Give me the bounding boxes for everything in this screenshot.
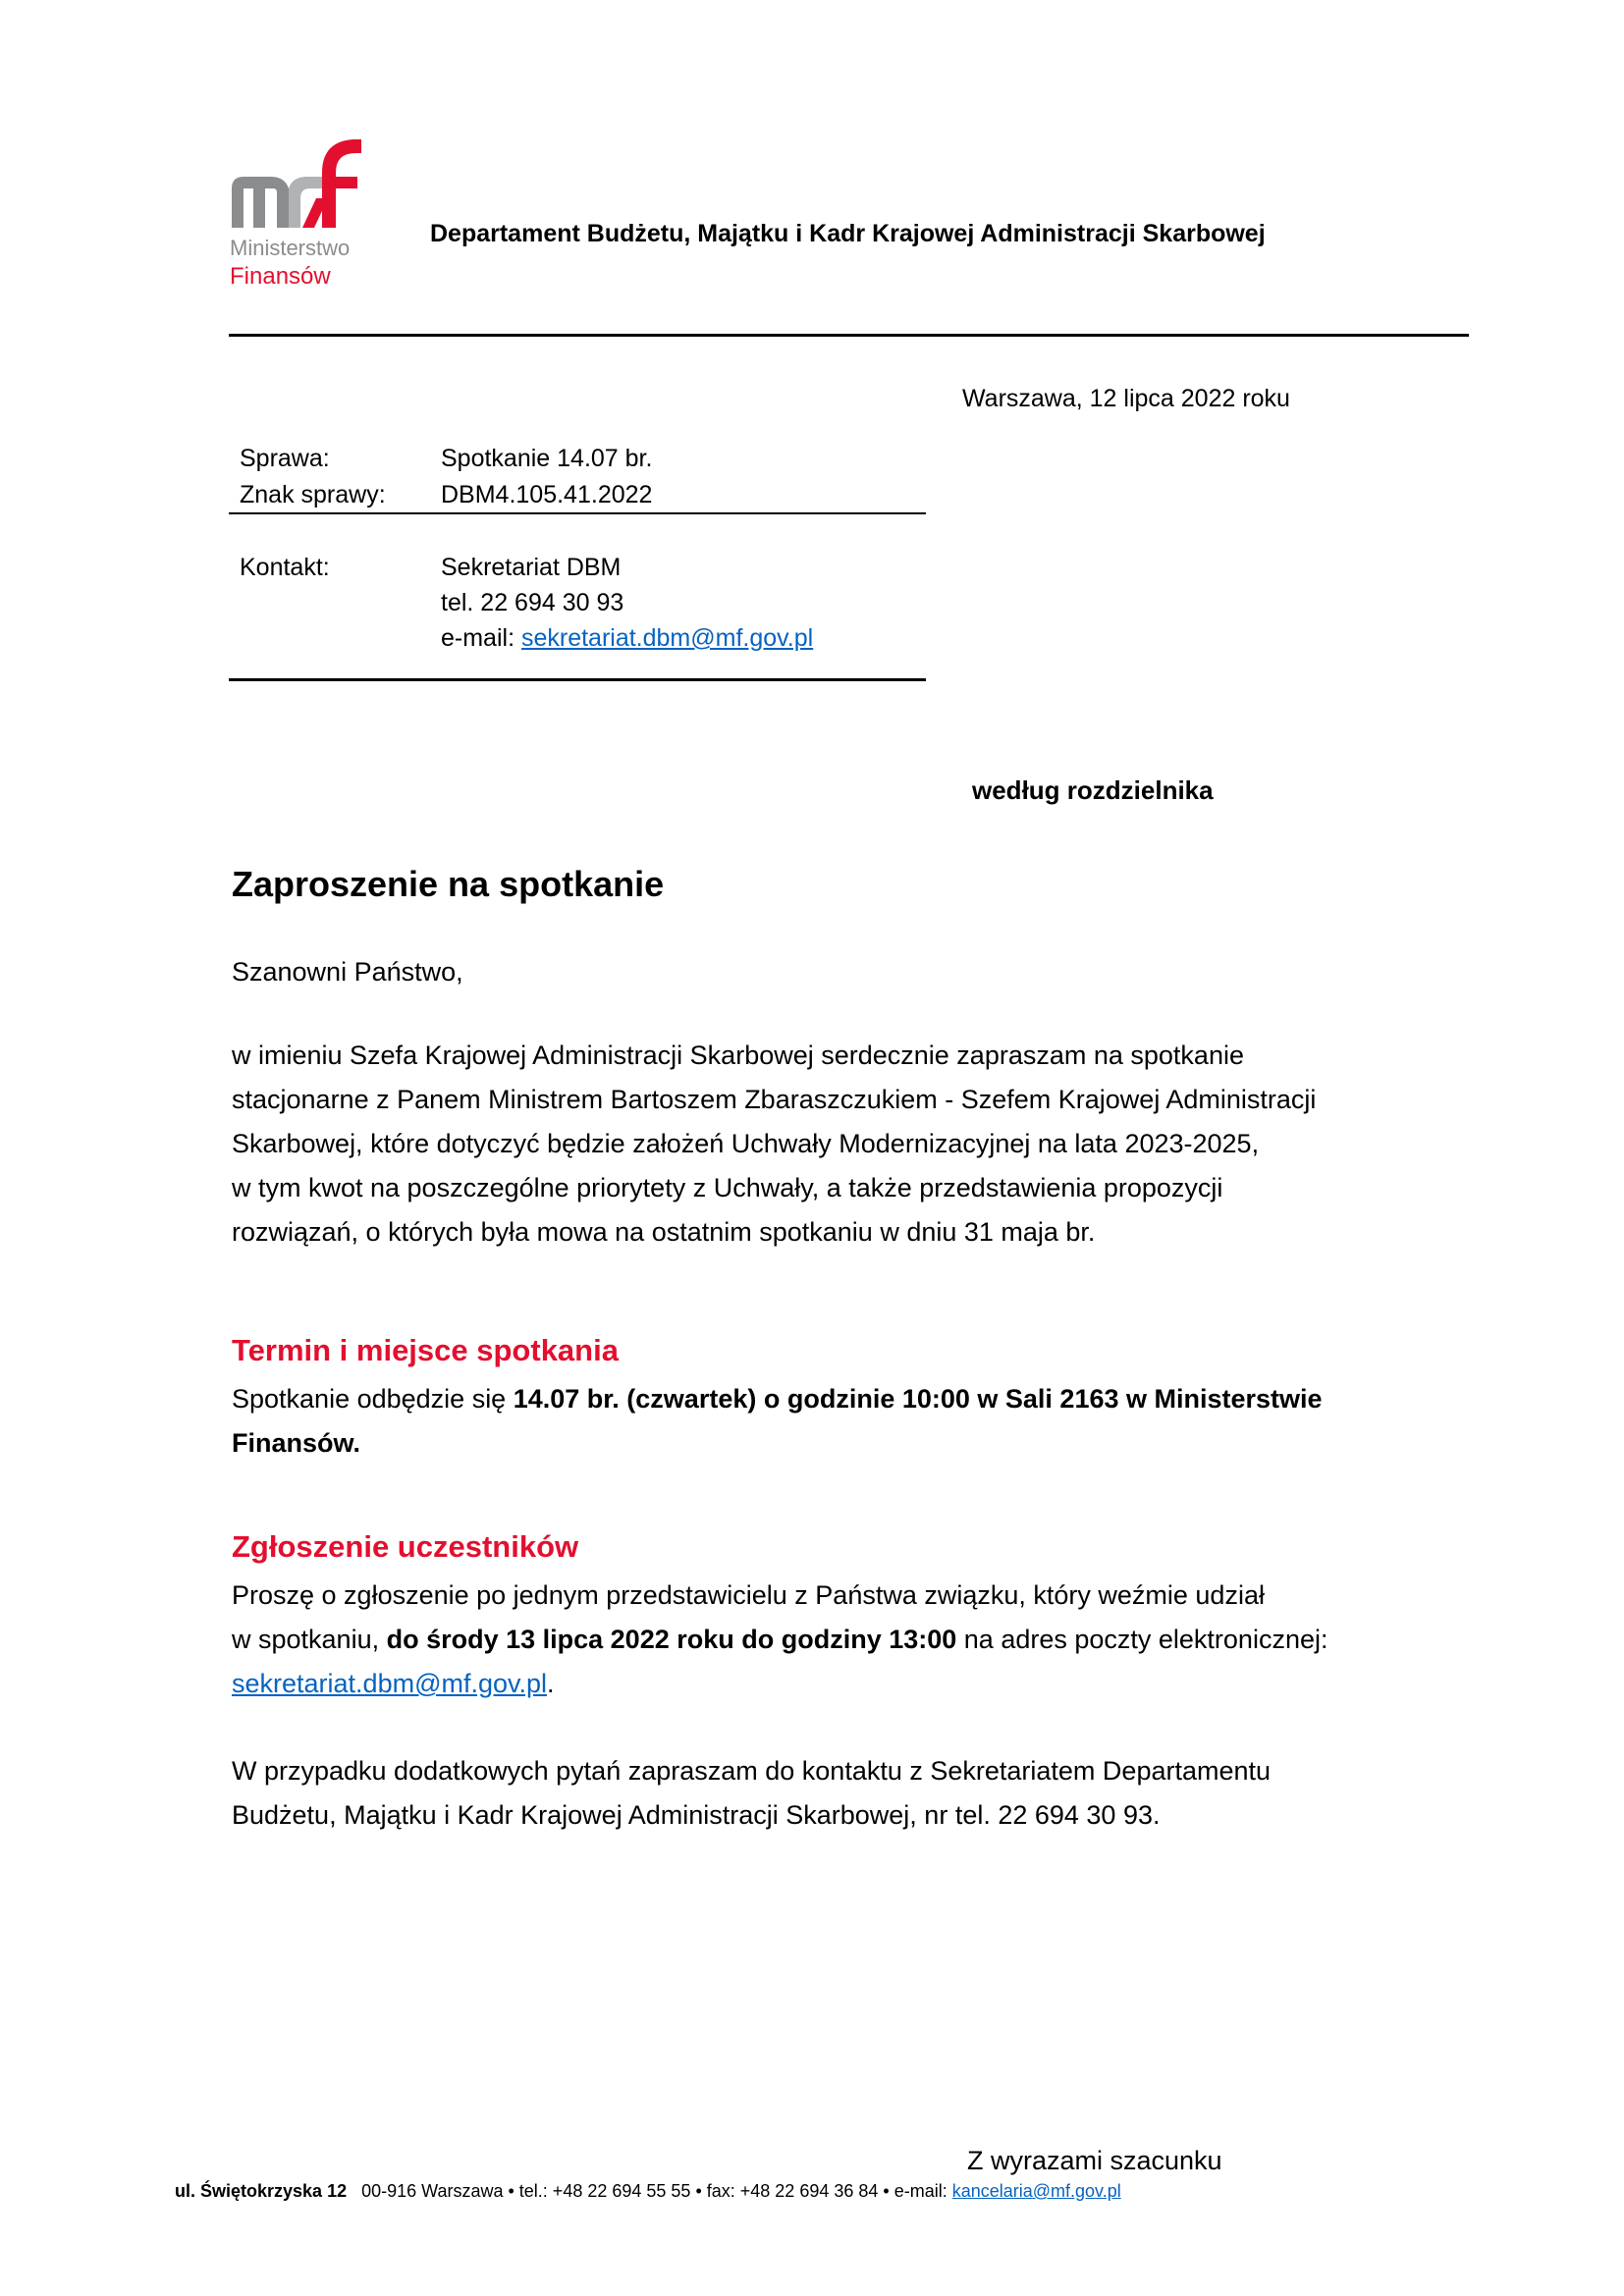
sprawa-value: Spotkanie 14.07 br. xyxy=(441,445,653,472)
zgloszenie-line-3 xyxy=(232,1662,1479,1706)
section-zgloszenie-text xyxy=(232,1574,1479,1706)
termin-bold-2: Finansów. xyxy=(232,1428,361,1458)
recipient: według rozdzielnika xyxy=(972,775,1214,805)
header-divider xyxy=(229,334,1469,337)
footer-contact: 00-916 Warszawa • tel.: +48 22 694 55 55 • fax: +48 22 694 36 84 • e-mail: xyxy=(347,2181,952,2201)
salutation: Szanowni Państwo, xyxy=(232,957,463,987)
kontakt-email-prefix: e-mail: xyxy=(441,624,521,652)
termin-line-2 xyxy=(232,1421,1479,1466)
closing-salutation: Z wyrazami szacunku xyxy=(967,2146,1222,2175)
department-name: Departament Budżetu, Majątku i Kadr Krajowej Administracji Skarbowej xyxy=(430,220,1266,247)
intro-line: w imieniu Szefa Krajowej Administracji Skarbowej serdecznie zapraszam na spotkanie xyxy=(232,1041,1244,1070)
closing-para-line: Budżetu, Majątku i Kadr Krajowej Administracji Skarbowej, nr tel. 22 694 30 93. xyxy=(232,1800,1161,1830)
intro-line: stacjonarne z Panem Ministrem Bartoszem Zbaraszczukiem - Szefem Krajowej Administracji xyxy=(232,1085,1317,1114)
termin-bold: 14.07 br. (czwartek) o godzinie 10:00 w Sali 2163 w Ministerstwie xyxy=(513,1384,1323,1414)
kontakt-email-link[interactable]: sekretariat.dbm@mf.gov.pl xyxy=(520,624,814,652)
znak-sprawy-label: Znak sprawy: xyxy=(240,481,386,508)
sprawa-label: Sprawa: xyxy=(240,445,330,472)
intro-line: Skarbowej, które dotyczyć będzie założeń Uchwały Modernizacyjnej na lata 2023-2025, xyxy=(232,1129,1260,1158)
letter-title: Zaproszenie na spotkanie xyxy=(232,864,665,904)
closing-paragraph xyxy=(232,1749,1479,1838)
zgloszenie-email-link[interactable]: sekretariat.dbm@mf.gov.pl xyxy=(232,1669,548,1698)
section-heading-termin: Termin i miejsce spotkania xyxy=(232,1333,619,1367)
footer-email-link[interactable]: kancelaria@mf.gov.pl xyxy=(951,2181,1121,2201)
termin-line-1 xyxy=(232,1377,1479,1421)
zgloszenie-deadline: do środy 13 lipca 2022 roku do godziny 13:00 xyxy=(386,1625,957,1654)
intro-line: rozwiązań, o których była mowa na ostatnim spotkaniu w dniu 31 maja br. xyxy=(232,1217,1096,1247)
zgloszenie-prefix: w spotkaniu, xyxy=(232,1625,387,1654)
intro-line: w tym kwot na poszczególne priorytety z Uchwały, a także przedstawienia propozycji xyxy=(232,1173,1223,1202)
zgloszenie-period: . xyxy=(547,1669,555,1698)
zgloszenie-suffix: na adres poczty elektronicznej: xyxy=(956,1625,1328,1654)
termin-prefix: Spotkanie odbędzie się xyxy=(232,1384,514,1414)
kontakt-tel: tel. 22 694 30 93 xyxy=(441,589,624,616)
kontakt-email-line xyxy=(441,624,813,653)
zgloszenie-line-2 xyxy=(232,1618,1479,1662)
section-termin-text xyxy=(232,1377,1479,1466)
intro-paragraph xyxy=(232,1034,1479,1255)
section-heading-zgloszenie: Zgłoszenie uczestników xyxy=(232,1529,579,1564)
kontakt-name: Sekretariat DBM xyxy=(441,554,622,581)
closing-para-line: W przypadku dodatkowych pytań zapraszam do kontaktu z Sekretariatem Departamentu xyxy=(232,1756,1272,1786)
logo-text-ministerstwo: Ministerstwo xyxy=(230,236,351,260)
document-date: Warszawa, 12 lipca 2022 roku xyxy=(962,385,1290,412)
meta-divider xyxy=(229,512,926,514)
logo-text-finansow: Finansów xyxy=(230,263,331,290)
kontakt-label: Kontakt: xyxy=(240,554,330,581)
contact-divider xyxy=(229,678,926,681)
footer-street: ul. Świętokrzyska 12 xyxy=(175,2181,348,2201)
zgloszenie-line-1: Proszę o zgłoszenie po jednym przedstawicielu z Państwa związku, który weźmie udział xyxy=(232,1580,1265,1610)
footer-address xyxy=(175,2181,1121,2202)
znak-sprawy-value: DBM4.105.41.2022 xyxy=(441,481,653,508)
